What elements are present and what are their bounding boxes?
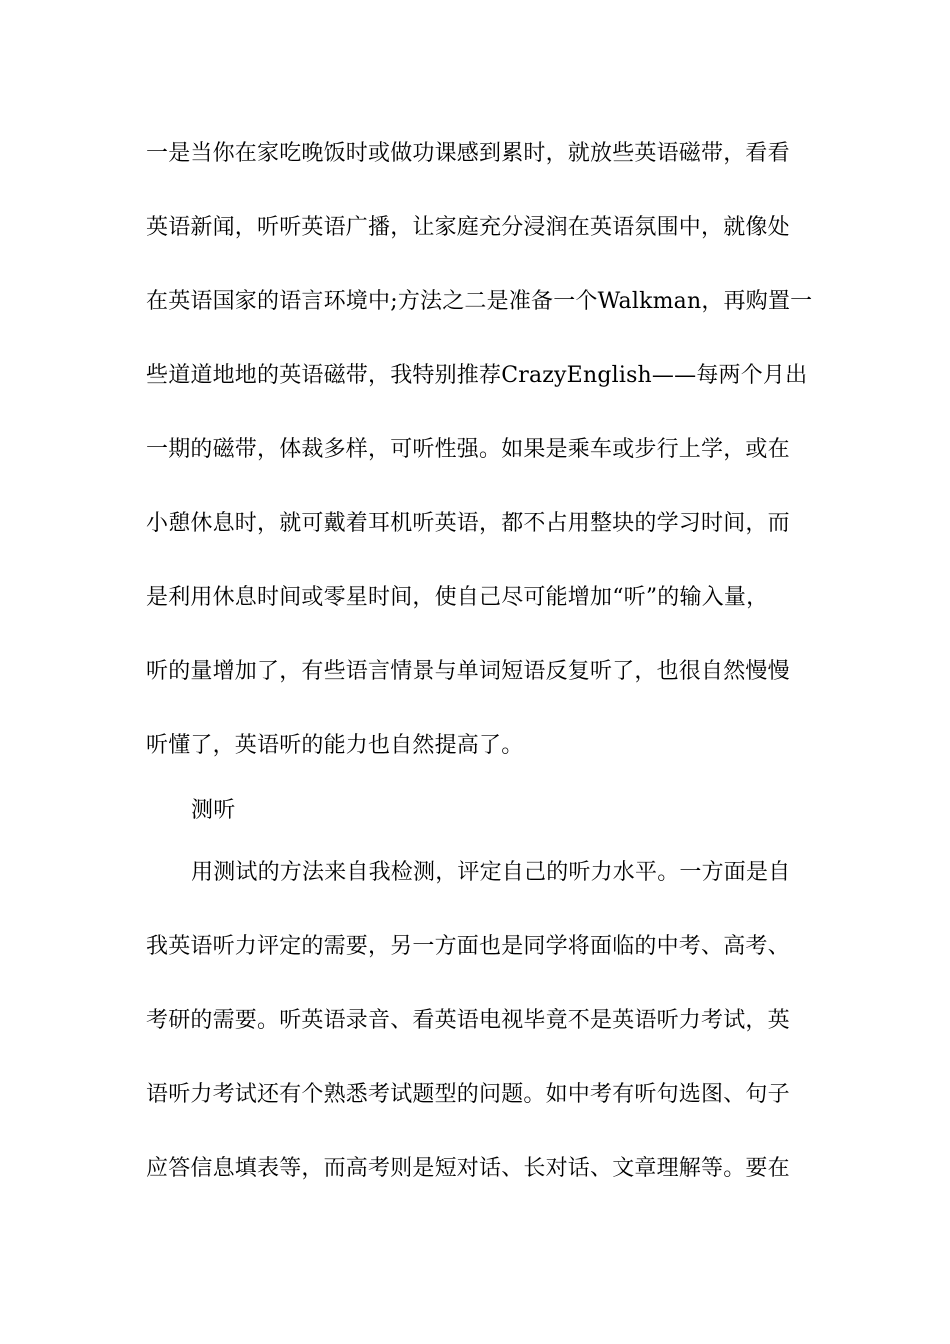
text-line: 小憩休息时，就可戴着耳机听英语，都不占用整块的学习时间，而 <box>146 511 790 536</box>
text-line: 在英语国家的语言环境中;方法之二是准备一个Walkman，再购置一 <box>146 289 813 314</box>
text-line: 是利用休息时间或零星时间，使自己尽可能增加“听”的输入量， <box>146 585 769 610</box>
text-line: 我英语听力评定的需要，另一方面也是同学将面临的中考、高考、 <box>146 934 790 959</box>
text-line: 听懂了，英语听的能力也自然提高了。 <box>146 733 524 758</box>
text-line: 应答信息填表等，而高考则是短对话、长对话、文章理解等。要在 <box>146 1156 790 1181</box>
section-heading: 测听 <box>191 798 236 823</box>
text-line: 英语新闻，听听英语广播，让家庭充分浸润在英语氛围中，就像处 <box>146 215 790 240</box>
text-line: 听的量增加了，有些语言情景与单词短语反复听了，也很自然慢慢 <box>146 659 790 684</box>
text-line: 用测试的方法来自我检测，评定自己的听力水平。一方面是自 <box>191 860 791 885</box>
text-line: 语听力考试还有个熟悉考试题型的问题。如中考有听句选图、句子 <box>146 1082 790 1107</box>
text-line: 一是当你在家吃晚饭时或做功课感到累时，就放些英语磁带，看看 <box>146 141 790 166</box>
text-line: 些道道地地的英语磁带，我特别推荐CrazyEnglish——每两个月出 <box>146 363 808 388</box>
text-line: 考研的需要。听英语录音、看英语电视毕竟不是英语听力考试，英 <box>146 1008 790 1033</box>
text-line: 一期的磁带，体裁多样，可听性强。如果是乘车或步行上学，或在 <box>146 437 790 462</box>
